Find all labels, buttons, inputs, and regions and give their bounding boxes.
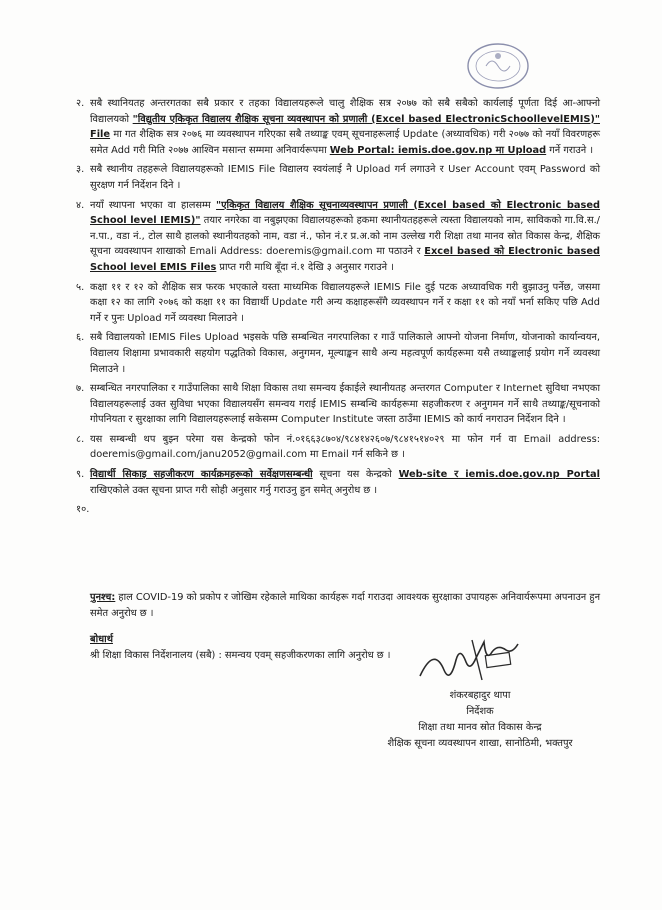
handwritten-signature: [410, 632, 530, 692]
list-item: [76, 280, 600, 327]
list-item: [76, 502, 600, 517]
highlighted-text: विद्यार्थी सिकाइ सहजीकरण कार्यक्रमहरूको सर्वेक्षणसम्बन्धी: [90, 469, 313, 481]
list-item-number: २.: [76, 98, 85, 109]
signature-block: [360, 688, 600, 752]
list-item-text: गर्ने गराउने ।: [546, 144, 594, 156]
list-item: [76, 162, 600, 193]
postscript: [90, 590, 600, 621]
list-item-text: सूचना यस केन्द्रको: [312, 469, 399, 481]
instruction-list: [76, 96, 600, 521]
list-item-number: ५.: [76, 281, 85, 293]
highlighted-text: "विद्युतीय एकिकृत विद्यालय शैक्षिक सूचना व्यवस्थापन को प्रणाली (Excel based ElectronicSchoollevelEMIS)" File: [90, 113, 600, 141]
list-item-text: मा गत शैक्षिक सत्र २०७६ मा व्यवस्थापन गरिएका सबै तथ्याङ्क एवम् सूचनाहरूलाई Update (अध्यावधिक) गरी २०७७ को नयाँ विवरणहरू समेत Add गरी मिति २०७७ आश्विन मसान्त सम्ममा अनिवार्यरूपमा: [90, 129, 600, 156]
list-item: [76, 467, 600, 498]
list-item-text: सम्बन्धित नगरपालिका र गाउँपालिका साथै शिक्षा विकास तथा समन्वय ईकाईले स्थानीयतह अन्तरगत Computer र Internet सुविधा नभएका विद्यालयहरूलाई उक्त सुविधा भएका विद्यालयसँग समन्वय गराई IEMIS सम्बन्धि कार्यहरूमा सहजीकरण र अनुगमन गर्ने साथै तथ्याङ्क/सूचनाको गोपनियता र सुरक्षाका लागि विद्यालयहरूलाई सकेसम्म Computer Institute जस्ता ठाउँमा IEMIS को कार्य नगराउन निर्देशन दिने ।: [90, 383, 600, 426]
list-item-number: ७.: [76, 383, 85, 395]
list-item-number: ४.: [76, 199, 85, 211]
list-item-text: कक्षा ११ र १२ को शैक्षिक सत्र फरक भएकाले यस्ता माध्यमिक विद्यालयहरूले IEMIS File दुई पटक अध्यावधिक गरी बुझाउनु पर्नेछ, जसमा कक्षा १२ का लागि २०७६ को कक्षा ११ का विद्यार्थी Update गरी अन्य कक्षाहरूसँगै व्यवस्थापन गर्ने र कक्षा ११ को नयाँ भर्ना सकिए पछि Add गर्ने र पुनः Upload गर्ने व्यवस्था मिलाउने ।: [90, 281, 600, 324]
list-item: [76, 381, 600, 428]
copy-to-label: बोधार्थ: [90, 634, 113, 645]
list-item-text: नयाँ स्थापना भएका वा हालसम्म: [90, 199, 217, 211]
list-item-text: सबै स्थानीय तहहरूले विद्यालयहरूको IEMIS File विद्यालय स्वयंलाई नै Upload गर्न लगाउने र User Account एवम् Password को सुरक्षण गर्न निर्देशन दिने ।: [90, 164, 600, 191]
office-stamp: [452, 38, 544, 100]
list-item-number: ८.: [76, 433, 85, 445]
list-item-text: यस सम्बन्धी थप बुझ्न परेमा यस केन्द्रको फोन नं.०१६६३८७०४/९८४१४२६०७/९८४१५१४०२९ मा फोन गर्न वा Email address: doeremis@gmail.com/janu2052@gmail.com मा Email गर्न सकिने छ ।: [90, 433, 600, 461]
highlighted-text: Web Portal: iemis.doe.gov.np मा Upload: [329, 144, 547, 156]
list-item-text: सबै स्थानियतह अन्तरगतका सबै प्रकार र तहका विद्यालयहरूले चालु शैक्षिक सत्र २०७७ को सबै सबैको कार्यलाई पूर्णता दिई आ-आफ्नो विद्यालयको: [90, 98, 600, 125]
list-item-number: ९.: [76, 469, 85, 481]
list-item-text: सबै विद्यालयको IEMIS Files Upload भइसके पछि सम्बन्धित नगरपालिका र गाउँ पालिकाले आफ्नो योजना निर्माण, योजनाको कार्यान्वयन, विद्यालय शिक्षामा प्रभावकारी सहयोग पद्धतिको विकास, अनुगमन, मूल्याङ्कन साथै अन्य महत्वपूर्ण कार्यहरूमा यसै तथ्याङ्कलाई प्रयोग गर्ने व्यवस्था मिलाउने ।: [90, 332, 600, 375]
list-item-text: तयार नगरेका वा नबुझएका विद्यालयहरूको हकमा स्थानीयतहहरूले त्यस्ता विद्यालयको नाम, साविकको गा.वि.स./न.पा., वडा नं., टोल साथै हालको स्थानीयतहको नाम, वडा नं., फोन नं.र प्र.अ.को नाम उल्लेख गरी शिक्षा तथा मानव स्रोत विकास केन्द्र, शैक्षिक सूचना व्यवस्थापन शाखाको Emali Address: doeremis@gmail.com मा पठाउने र: [90, 215, 600, 258]
list-item-number: १०.: [76, 504, 90, 516]
copy-to-text: श्री शिक्षा विकास निर्देशनालय (सबै) : समन्वय एवम् सहजीकरणका लागि अनुरोध छ ।: [90, 649, 391, 661]
list-item: [76, 330, 600, 377]
list-item: [76, 432, 600, 463]
postscript-text: हाल COVID-19 को प्रकोप र जोखिम रहेकाले माथिका कार्यहरू गर्दा गराउदा आवश्यक सुरक्षाका उपायहरू अनिवार्यरूपमा अपनाउन हुन समेत अनुरोध छ ।: [90, 592, 601, 619]
list-item-number: ६.: [76, 332, 85, 344]
signatory-name: शंकरबहादुर थापा: [449, 690, 511, 701]
signatory-title: निर्देशक: [466, 706, 494, 717]
signatory-org: शिक्षा तथा मानव स्रोत विकास केन्द्र: [418, 722, 542, 733]
highlighted-text: "एकिकृत विद्यालय शैक्षिक सूचनाव्यवस्थापन प्रणाली (Excel based को Electronic based School level IEMIS)": [90, 199, 601, 227]
highlighted-text: Excel based को Electronic based School level EMIS Files: [90, 246, 600, 273]
list-item-text: प्राप्त गरी माथि बूँदा नं.१ देखि ३ अनुसार गराउने ।: [216, 261, 394, 273]
signatory-branch: शैक्षिक सूचना व्यवस्थापन शाखा, सानोठिमी, भक्तपुर: [387, 738, 573, 749]
highlighted-text: Web-site र iemis.doe.gov.np Portal: [398, 469, 600, 481]
list-item: [76, 198, 600, 276]
list-item-text: राखिएकोले उक्त सूचना प्राप्त गरी सोही अनुसार गर्नु गराउनु हुन समेत् अनुरोध छ ।: [90, 484, 378, 496]
postscript-label: पुनश्च:: [90, 592, 116, 603]
list-item: [76, 96, 600, 158]
list-item-number: ३.: [76, 164, 85, 176]
